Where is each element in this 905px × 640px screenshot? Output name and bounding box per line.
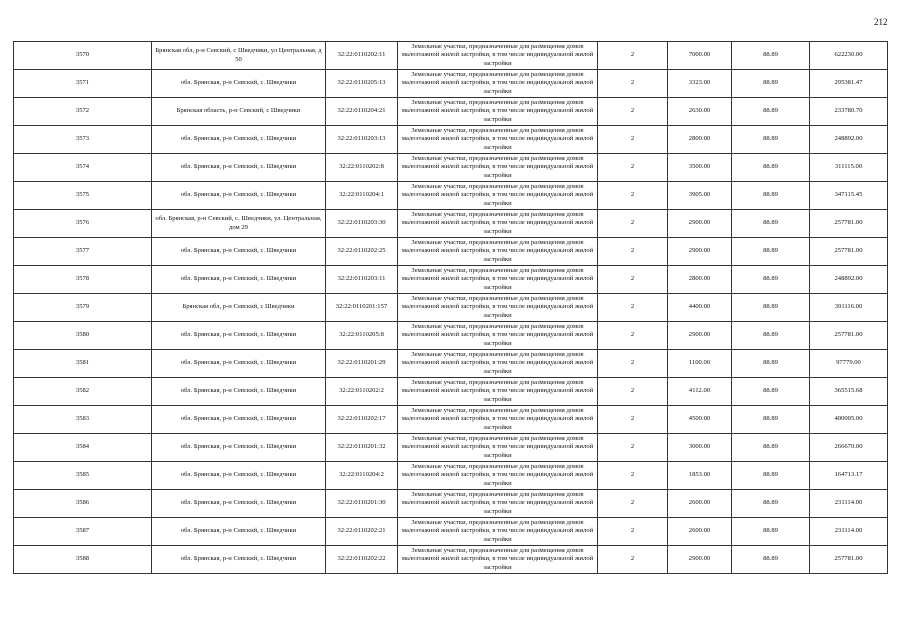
address-cell: обл. Брянская, р-н Севский, с. Шведчики <box>152 182 326 210</box>
group-cell: 2 <box>598 42 668 70</box>
address-cell: обл. Брянская, р-н Севский, с. Шведчики <box>152 462 326 490</box>
row-number: 3583 <box>14 406 152 434</box>
table-row <box>14 238 888 266</box>
unit-price-cell: 88.89 <box>732 546 810 574</box>
table-row <box>14 462 888 490</box>
table-row <box>14 70 888 98</box>
cadastral-value-cell: 622230.00 <box>810 42 888 70</box>
row-number: 3580 <box>14 322 152 350</box>
table-row <box>14 378 888 406</box>
group-cell: 2 <box>598 406 668 434</box>
land-use-cell: Земельные участки, предназначенные для размещения домов малоэтажной жилой застройки, в том числе индивидуальной жилой застройки <box>398 42 598 70</box>
cadastral-value-cell: 248892.00 <box>810 126 888 154</box>
group-cell: 2 <box>598 490 668 518</box>
land-use-cell: Земельные участки, предназначенные для размещения домов малоэтажной жилой застройки, в том числе индивидуальной жилой застройки <box>398 518 598 546</box>
address-cell: обл. Брянская, р-н Севский, с. Шведчики <box>152 350 326 378</box>
unit-price-cell: 88.89 <box>732 70 810 98</box>
address-cell: обл. Брянская, р-н Севский, с. Шведчики <box>152 70 326 98</box>
unit-price-cell: 88.89 <box>732 210 810 238</box>
unit-price-cell: 88.89 <box>732 182 810 210</box>
area-cell: 2900.00 <box>668 210 732 238</box>
row-number: 3571 <box>14 70 152 98</box>
group-cell: 2 <box>598 518 668 546</box>
cadastral-number-cell: 32:22:0110203:30 <box>326 210 398 238</box>
land-use-cell: Земельные участки, предназначенные для размещения домов малоэтажной жилой застройки, в том числе индивидуальной жилой застройки <box>398 406 598 434</box>
cadastral-value-cell: 257781.00 <box>810 322 888 350</box>
cadastral-number-cell: 32:22:0110202:8 <box>326 154 398 182</box>
address-cell: обл. Брянская, р-н Севский, с. Шведчики <box>152 406 326 434</box>
cadastral-value-cell: 391116.00 <box>810 294 888 322</box>
land-use-cell: Земельные участки, предназначенные для размещения домов малоэтажной жилой застройки, в том числе индивидуальной жилой застройки <box>398 238 598 266</box>
land-use-cell: Земельные участки, предназначенные для размещения домов малоэтажной жилой застройки, в том числе индивидуальной жилой застройки <box>398 210 598 238</box>
unit-price-cell: 88.89 <box>732 490 810 518</box>
land-registry-table <box>13 41 888 574</box>
unit-price-cell: 88.89 <box>732 42 810 70</box>
row-number: 3573 <box>14 126 152 154</box>
table-row <box>14 98 888 126</box>
area-cell: 4500.00 <box>668 406 732 434</box>
table-row <box>14 266 888 294</box>
address-cell: обл. Брянская, р-н Севский, с. Шведчики <box>152 238 326 266</box>
row-number: 3579 <box>14 294 152 322</box>
address-cell: Брянская обл, р-н Севский, с Шведчики, ул Центральная, д 50 <box>152 42 326 70</box>
land-use-cell: Земельные участки, предназначенные для размещения домов малоэтажной жилой застройки, в том числе индивидуальной жилой застройки <box>398 70 598 98</box>
cadastral-number-cell: 32:22:0110202:21 <box>326 518 398 546</box>
unit-price-cell: 88.89 <box>732 462 810 490</box>
table-row <box>14 406 888 434</box>
cadastral-value-cell: 266670.00 <box>810 434 888 462</box>
land-use-cell: Земельные участки, предназначенные для размещения домов малоэтажной жилой застройки, в том числе индивидуальной жилой застройки <box>398 126 598 154</box>
cadastral-value-cell: 365515.68 <box>810 378 888 406</box>
area-cell: 2900.00 <box>668 238 732 266</box>
group-cell: 2 <box>598 182 668 210</box>
area-cell: 3000.00 <box>668 434 732 462</box>
unit-price-cell: 88.89 <box>732 266 810 294</box>
unit-price-cell: 88.89 <box>732 518 810 546</box>
cadastral-number-cell: 32:22:0110203:13 <box>326 126 398 154</box>
cadastral-value-cell: 257781.00 <box>810 238 888 266</box>
area-cell: 2900.00 <box>668 546 732 574</box>
row-number: 3572 <box>14 98 152 126</box>
row-number: 3587 <box>14 518 152 546</box>
area-cell: 3323.00 <box>668 70 732 98</box>
land-use-cell: Земельные участки, предназначенные для размещения домов малоэтажной жилой застройки, в том числе индивидуальной жилой застройки <box>398 434 598 462</box>
cadastral-number-cell: 32:22:0110205:13 <box>326 70 398 98</box>
cadastral-value-cell: 97779.00 <box>810 350 888 378</box>
table-row <box>14 322 888 350</box>
land-use-cell: Земельные участки, предназначенные для размещения домов малоэтажной жилой застройки, в том числе индивидуальной жилой застройки <box>398 154 598 182</box>
group-cell: 2 <box>598 266 668 294</box>
row-number: 3586 <box>14 490 152 518</box>
cadastral-number-cell: 32:22:0110202:2 <box>326 378 398 406</box>
cadastral-number-cell: 32:22:0110201:32 <box>326 434 398 462</box>
group-cell: 2 <box>598 154 668 182</box>
group-cell: 2 <box>598 98 668 126</box>
unit-price-cell: 88.89 <box>732 238 810 266</box>
table-row <box>14 434 888 462</box>
unit-price-cell: 88.89 <box>732 378 810 406</box>
table-row <box>14 182 888 210</box>
cadastral-number-cell: 32:22:0110202:17 <box>326 406 398 434</box>
area-cell: 2630.00 <box>668 98 732 126</box>
cadastral-value-cell: 231114.00 <box>810 518 888 546</box>
address-cell: обл. Брянская, р-н Севский, с. Шведчики <box>152 434 326 462</box>
land-use-cell: Земельные участки, предназначенные для размещения домов малоэтажной жилой застройки, в том числе индивидуальной жилой застройки <box>398 378 598 406</box>
group-cell: 2 <box>598 350 668 378</box>
row-number: 3570 <box>14 42 152 70</box>
group-cell: 2 <box>598 434 668 462</box>
table-row <box>14 350 888 378</box>
unit-price-cell: 88.89 <box>732 434 810 462</box>
unit-price-cell: 88.89 <box>732 350 810 378</box>
cadastral-number-cell: 32:22:0110202:22 <box>326 546 398 574</box>
land-use-cell: Земельные участки, предназначенные для размещения домов малоэтажной жилой застройки, в том числе индивидуальной жилой застройки <box>398 546 598 574</box>
cadastral-value-cell: 311115.00 <box>810 154 888 182</box>
land-use-cell: Земельные участки, предназначенные для размещения домов малоэтажной жилой застройки, в том числе индивидуальной жилой застройки <box>398 322 598 350</box>
area-cell: 3905.00 <box>668 182 732 210</box>
row-number: 3588 <box>14 546 152 574</box>
land-use-cell: Земельные участки, предназначенные для размещения домов малоэтажной жилой застройки, в том числе индивидуальной жилой застройки <box>398 266 598 294</box>
group-cell: 2 <box>598 294 668 322</box>
cadastral-number-cell: 32:22:0110204:21 <box>326 98 398 126</box>
table-body <box>14 42 888 574</box>
cadastral-number-cell: 32:22:0110204:1 <box>326 182 398 210</box>
group-cell: 2 <box>598 70 668 98</box>
table-row <box>14 546 888 574</box>
row-number: 3576 <box>14 210 152 238</box>
group-cell: 2 <box>598 210 668 238</box>
cadastral-number-cell: 32:22:0110205:8 <box>326 322 398 350</box>
address-cell: обл. Брянская, р-н Севский, с. Шведчики, ул. Центральная, дом 29 <box>152 210 326 238</box>
land-use-cell: Земельные участки, предназначенные для размещения домов малоэтажной жилой застройки, в том числе индивидуальной жилой застройки <box>398 182 598 210</box>
address-cell: обл. Брянская, р-н Севский, с. Шведчики <box>152 154 326 182</box>
address-cell: обл. Брянская, р-н Севский, с. Шведчики <box>152 322 326 350</box>
unit-price-cell: 88.89 <box>732 98 810 126</box>
group-cell: 2 <box>598 546 668 574</box>
cadastral-number-cell: 32:22:0110201:30 <box>326 490 398 518</box>
row-number: 3581 <box>14 350 152 378</box>
land-use-cell: Земельные участки, предназначенные для размещения домов малоэтажной жилой застройки, в том числе индивидуальной жилой застройки <box>398 462 598 490</box>
unit-price-cell: 88.89 <box>732 406 810 434</box>
cadastral-value-cell: 347115.45 <box>810 182 888 210</box>
cadastral-value-cell: 248892.00 <box>810 266 888 294</box>
address-cell: обл. Брянская, р-н Севский, с. Шведчики <box>152 490 326 518</box>
address-cell: обл. Брянская, р-н Севский, с. Шведчики <box>152 266 326 294</box>
land-use-cell: Земельные участки, предназначенные для размещения домов малоэтажной жилой застройки, в том числе индивидуальной жилой застройки <box>398 350 598 378</box>
area-cell: 7000.00 <box>668 42 732 70</box>
cadastral-value-cell: 295381.47 <box>810 70 888 98</box>
row-number: 3585 <box>14 462 152 490</box>
land-use-cell: Земельные участки, предназначенные для размещения домов малоэтажной жилой застройки, в том числе индивидуальной жилой застройки <box>398 98 598 126</box>
row-number: 3577 <box>14 238 152 266</box>
area-cell: 2600.00 <box>668 490 732 518</box>
row-number: 3575 <box>14 182 152 210</box>
area-cell: 4400.00 <box>668 294 732 322</box>
land-use-cell: Земельные участки, предназначенные для размещения домов малоэтажной жилой застройки, в том числе индивидуальной жилой застройки <box>398 490 598 518</box>
cadastral-number-cell: 32:22:0110201:157 <box>326 294 398 322</box>
cadastral-value-cell: 231114.00 <box>810 490 888 518</box>
address-cell: обл. Брянская, р-н Севский, с. Шведчики <box>152 126 326 154</box>
group-cell: 2 <box>598 378 668 406</box>
area-cell: 2800.00 <box>668 266 732 294</box>
page-number: 212 <box>874 17 888 27</box>
address-cell: обл. Брянская, р-н Севский, с. Шведчики <box>152 518 326 546</box>
area-cell: 1853.00 <box>668 462 732 490</box>
cadastral-value-cell: 257781.00 <box>810 210 888 238</box>
group-cell: 2 <box>598 126 668 154</box>
area-cell: 3500.00 <box>668 154 732 182</box>
row-number: 3574 <box>14 154 152 182</box>
area-cell: 1100.00 <box>668 350 732 378</box>
table-row <box>14 518 888 546</box>
cadastral-value-cell: 400005.00 <box>810 406 888 434</box>
cadastral-value-cell: 233780.70 <box>810 98 888 126</box>
unit-price-cell: 88.89 <box>732 322 810 350</box>
address-cell: Брянская обл, р-н Севский, с Шведчики <box>152 294 326 322</box>
row-number: 3584 <box>14 434 152 462</box>
unit-price-cell: 88.89 <box>732 294 810 322</box>
address-cell: обл. Брянская, р-н Севский, с. Шведчики <box>152 546 326 574</box>
cadastral-value-cell: 257781.00 <box>810 546 888 574</box>
table-row <box>14 490 888 518</box>
row-number: 3578 <box>14 266 152 294</box>
cadastral-value-cell: 164713.17 <box>810 462 888 490</box>
address-cell: Брянская область, р-н Севский, с Шведчики <box>152 98 326 126</box>
table-row <box>14 42 888 70</box>
row-number: 3582 <box>14 378 152 406</box>
area-cell: 4112.00 <box>668 378 732 406</box>
area-cell: 2800.00 <box>668 126 732 154</box>
table-row <box>14 126 888 154</box>
area-cell: 2900.00 <box>668 322 732 350</box>
cadastral-number-cell: 32:22:0110202:11 <box>326 42 398 70</box>
cadastral-number-cell: 32:22:0110204:2 <box>326 462 398 490</box>
group-cell: 2 <box>598 238 668 266</box>
cadastral-number-cell: 32:22:0110202:25 <box>326 238 398 266</box>
area-cell: 2600.00 <box>668 518 732 546</box>
land-use-cell: Земельные участки, предназначенные для размещения домов малоэтажной жилой застройки, в том числе индивидуальной жилой застройки <box>398 294 598 322</box>
group-cell: 2 <box>598 322 668 350</box>
unit-price-cell: 88.89 <box>732 126 810 154</box>
table-row <box>14 154 888 182</box>
address-cell: обл. Брянская, р-н Севский, с. Шведчики <box>152 378 326 406</box>
table-row <box>14 210 888 238</box>
unit-price-cell: 88.89 <box>732 154 810 182</box>
cadastral-number-cell: 32:22:0110201:29 <box>326 350 398 378</box>
cadastral-number-cell: 32:22:0110203:11 <box>326 266 398 294</box>
group-cell: 2 <box>598 462 668 490</box>
table-row <box>14 294 888 322</box>
